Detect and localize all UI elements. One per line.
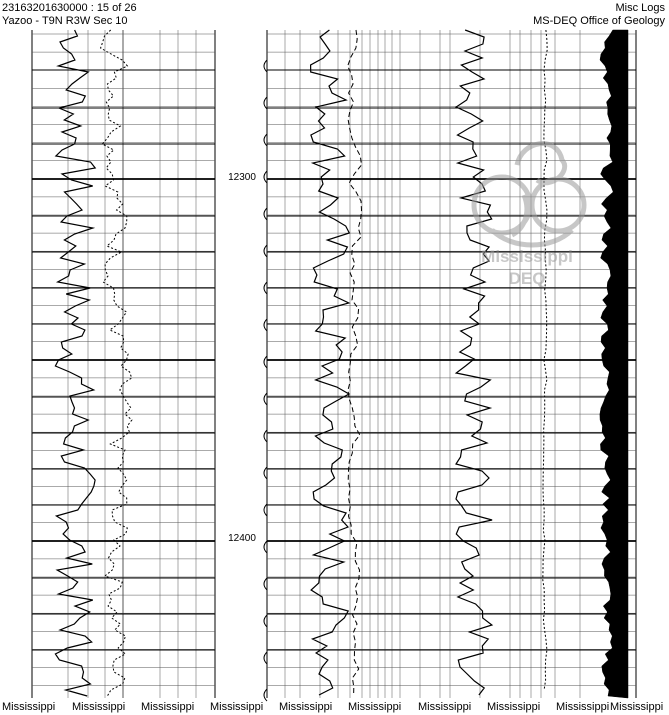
watermark-line-1: Mississippi <box>481 247 573 266</box>
log-curves <box>55 30 628 701</box>
log-curve-filled <box>600 30 628 698</box>
footer-word: Mississippi <box>210 701 264 713</box>
log-curve-dotted <box>101 30 132 696</box>
footer-word: Mississippi <box>418 701 472 713</box>
well-location: Yazoo - T9N R3W Sec 10 <box>2 15 128 27</box>
watermark-line-2: DEQ <box>508 269 546 288</box>
footer-watermark-row <box>0 701 669 715</box>
depth-label-12300: 12300 <box>228 172 256 183</box>
deq-watermark <box>462 135 592 300</box>
well-id-page: 23163201630000 : 15 of 26 <box>2 2 137 14</box>
footer-word: Mississippi <box>556 701 610 713</box>
log-type: Misc Logs <box>615 2 665 14</box>
footer-word: Mississippi <box>2 701 56 713</box>
footer-word: Mississippi <box>348 701 402 713</box>
footer-word: Mississippi <box>141 701 195 713</box>
log-curve-gamma <box>55 30 95 696</box>
deq-seal-icon <box>462 135 592 255</box>
footer-word: Mississippi <box>279 701 333 713</box>
log-grid <box>32 30 636 698</box>
agency-name: MS-DEQ Office of Geology <box>533 15 665 27</box>
depth-label-12400: 12400 <box>228 533 256 544</box>
footer-word: Mississippi <box>610 701 664 713</box>
footer-word: Mississippi <box>72 701 126 713</box>
footer-word: Mississippi <box>487 701 541 713</box>
